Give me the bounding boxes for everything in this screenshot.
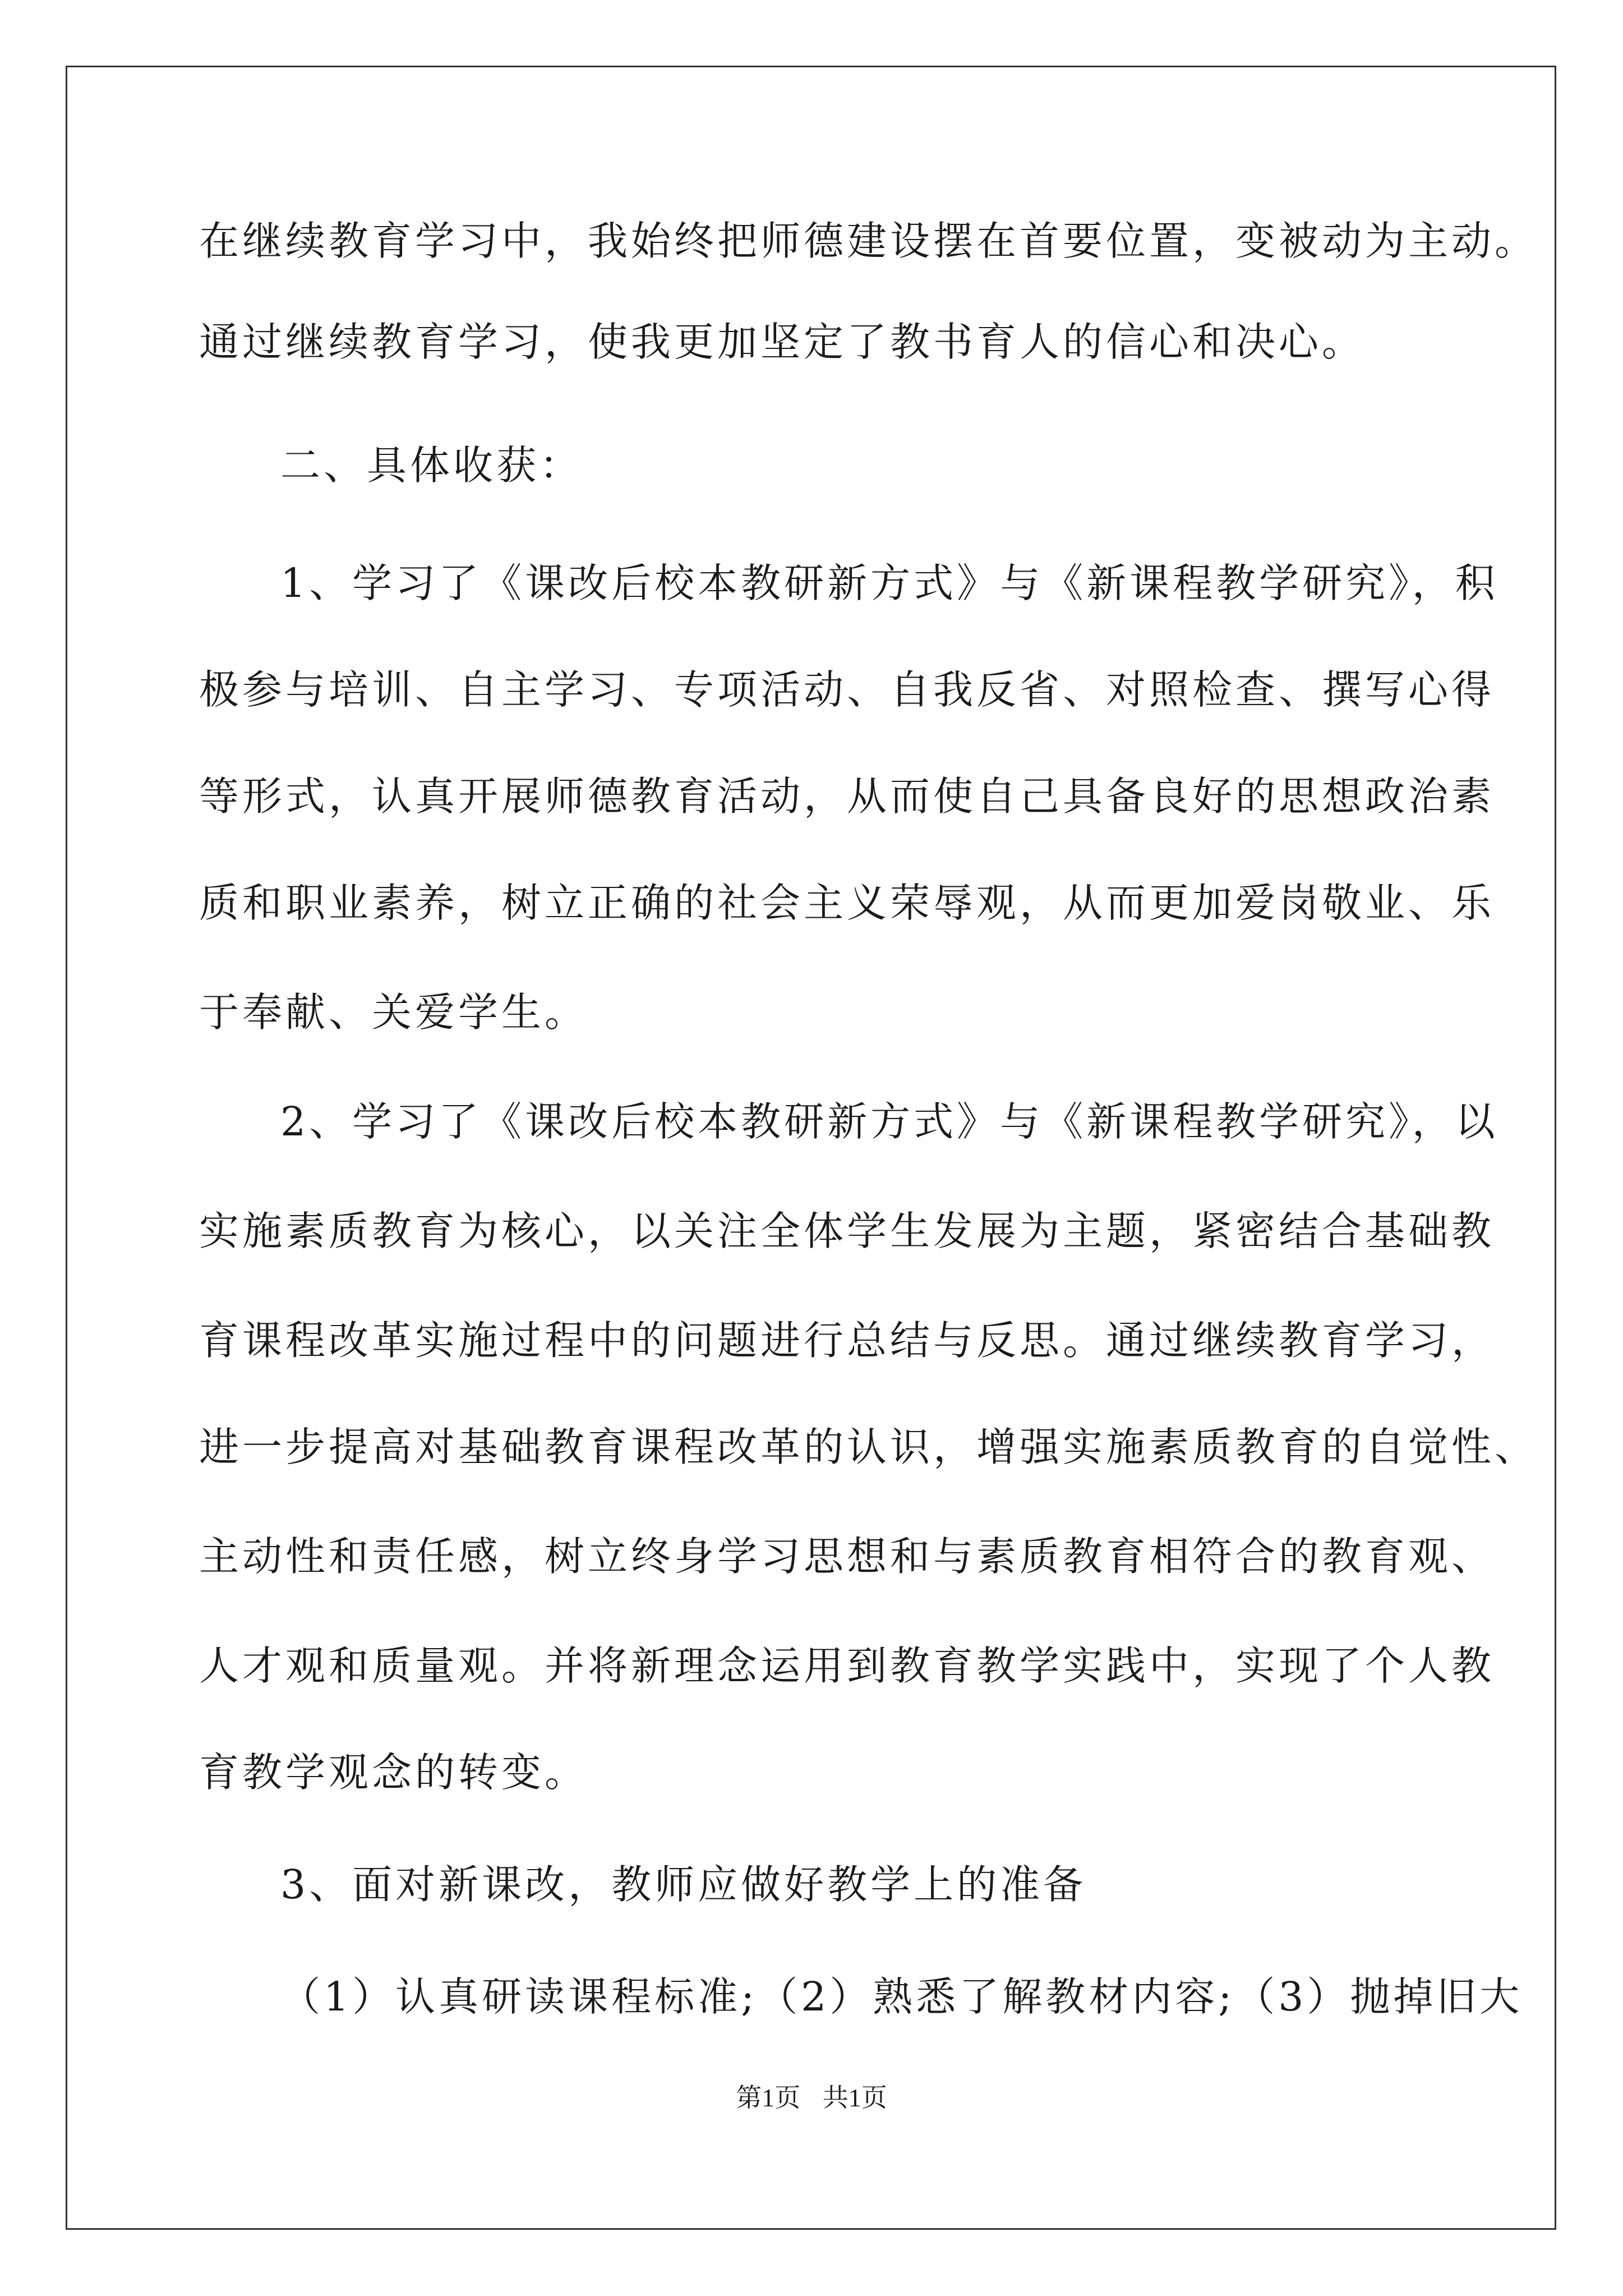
text-line: 极参与培训、自主学习、专项活动、自我反省、对照检查、撰写心得 [199,666,1495,713]
section-heading: 二、具体收获： [280,442,583,489]
text-line: 主动性和责任感，树立终身学习思想和与素质教育相符合的教育观、 [199,1533,1495,1580]
text-line: 质和职业素养，树立正确的社会主义荣辱观，从而更加爱岗敬业、乐 [199,880,1495,926]
text-line: 等形式，认真开展师德教育活动，从而使自己具备良好的思想政治素 [199,773,1495,820]
text-line: 通过继续教育学习，使我更加坚定了教书育人的信心和决心。 [199,319,1366,365]
text-line: 进一步提高对基础教育课程改革的认识，增强实施素质教育的自觉性、 [199,1424,1538,1470]
text-line: 2、学习了《课改后校本教研新方式》与《新课程教学研究》，以 [280,1098,1498,1145]
page-total: 共1页 [822,2083,887,2112]
text-line: 人才观和质量观。并将新理念运用到教育教学实践中，实现了个人教 [199,1642,1495,1689]
text-line: 在继续教育学习中，我始终把师德建设摆在首要位置，变被动为主动。 [199,218,1538,264]
text-line: 实施素质教育为核心，以关注全体学生发展为主题，紧密结合基础教 [199,1208,1495,1254]
page-footer [0,2081,1623,2115]
text-line: 1、学习了《课改后校本教研新方式》与《新课程教学研究》，积 [280,560,1498,606]
text-line: 育课程改革实施过程中的问题进行总结与反思。通过继续教育学习， [199,1317,1495,1364]
text-line: （1）认真研读课程标准;（2）熟悉了解教材内容;（3）抛掉旧大 [280,1973,1523,2020]
text-line: 3、面对新课改，教师应做好教学上的准备 [280,1861,1087,1908]
page-number: 第1页 [736,2083,801,2112]
text-line: 于奉献、关爱学生。 [199,989,588,1036]
text-line: 育教学观念的转变。 [199,1749,588,1796]
